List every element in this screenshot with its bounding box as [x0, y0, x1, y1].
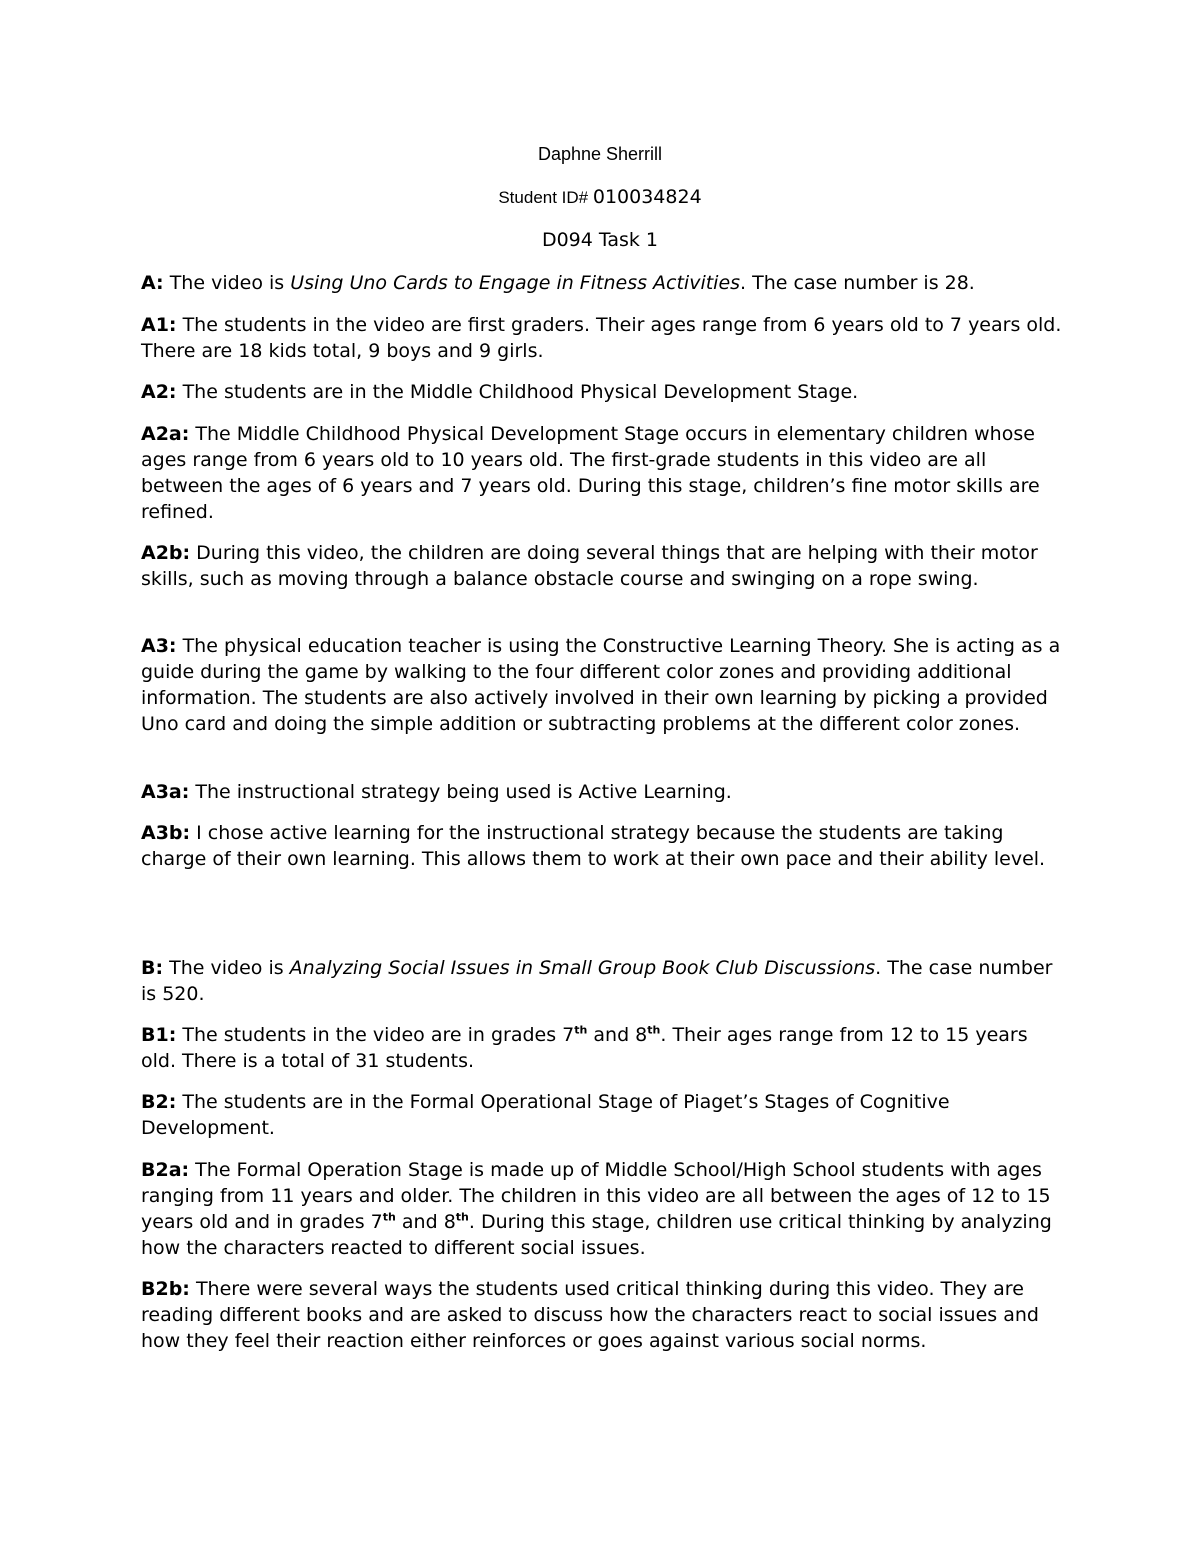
author-name: Daphne Sherrill	[537, 144, 663, 164]
video-title: Using Uno Cards to Engage in Fitness Activities	[290, 272, 741, 294]
student-id-value: 010034824	[592, 186, 702, 208]
paragraph-text: The students are in the Formal Operational Stage of Piaget’s Stages of Cognitive Development.	[141, 1091, 950, 1139]
superscript: th	[455, 1210, 469, 1224]
section-label: B1:	[141, 1024, 177, 1046]
paragraph-text: The students in the video are in grades 7	[176, 1024, 575, 1046]
section-label: A:	[141, 272, 164, 294]
superscript: th	[574, 1023, 588, 1037]
video-title: Analyzing Social Issues in Small Group Book Club Discussions	[289, 957, 876, 979]
paragraph-a2	[141, 379, 1066, 405]
paragraph-text: The Formal Operation Stage is made up of Middle School/High School students with ages ranging from 11 years and older. The children in this video are all between the ages of 12 to 15 years old and in grades 7	[141, 1159, 1051, 1233]
paragraph-b2a	[141, 1157, 1066, 1261]
paragraph-text: and 8	[395, 1211, 456, 1233]
paragraph-text: During this video, the children are doing several things that are helping with their motor skills, such as moving through a balance obstacle course and swinging on a rope swing.	[141, 542, 1038, 590]
section-label: A1:	[141, 314, 177, 336]
paragraph-b1	[141, 1022, 1066, 1074]
paragraph-a3	[141, 633, 1066, 737]
paragraph-text: . Their ages range from 12 to 15 years old. There is a total of 31 students.	[141, 1024, 1028, 1072]
section-label: B2b:	[141, 1278, 190, 1300]
section-label: B2:	[141, 1091, 177, 1113]
section-label: B2a:	[141, 1159, 190, 1181]
section-label: A3a:	[141, 781, 190, 803]
paragraph-text: The physical education teacher is using the Constructive Learning Theory. She is acting as a guide during the game by walking to the four different color zones and providing additional information. The students are also actively involved in their own learning by picking a provided Uno card and doing the simple addition or subtracting problems at the different color zones.	[141, 635, 1061, 735]
paragraph-b2b	[141, 1276, 1066, 1354]
paragraph-a2a	[141, 421, 1066, 525]
paragraph-a1	[141, 312, 1066, 364]
section-label: A2b:	[141, 542, 191, 564]
paragraph-text: I chose active learning for the instructional strategy because the students are taking charge of their own learning. This allows them to work at their own pace and their ability level.	[141, 822, 1046, 870]
paragraph-text: The Middle Childhood Physical Development Stage occurs in elementary children whose ages range from 6 years old to 10 years old. The first-grade students in this video are all between the ages of 6 years and 7 years old. During this stage, children’s fine motor skills are refined.	[141, 423, 1040, 523]
superscript: th	[382, 1210, 396, 1224]
paragraph-b2	[141, 1089, 1066, 1141]
superscript: th	[647, 1023, 661, 1037]
paragraph-text: . The case number is 520.	[141, 957, 1053, 1005]
paragraph-text: The instructional strategy being used is Active Learning.	[189, 781, 732, 803]
paragraph-text: and 8	[587, 1024, 648, 1046]
paragraph-a3b	[141, 820, 1066, 872]
paragraph-a2b	[141, 540, 1066, 592]
section-label: A3b:	[141, 822, 191, 844]
paragraph-text: . During this stage, children use critical thinking by analyzing how the characters reacted to different social issues.	[141, 1211, 1052, 1259]
paragraph-a3a	[141, 779, 1066, 805]
paragraph-text: There were several ways the students used critical thinking during this video. They are reading different books and are asked to discuss how the characters react to social issues and how they feel their reaction either reinforces or goes against various social norms.	[141, 1278, 1039, 1352]
section-label: A2a:	[141, 423, 190, 445]
paragraph-text: The students are in the Middle Childhood Physical Development Stage.	[176, 381, 859, 403]
section-label: A2:	[141, 381, 177, 403]
paragraph-text: The students in the video are first graders. Their ages range from 6 years old to 7 years old. There are 18 kids total, 9 boys and 9 girls.	[141, 314, 1062, 362]
paragraph-text: The video is	[163, 957, 290, 979]
paragraph-text: . The case number is 28.	[740, 272, 975, 294]
task-title: D094 Task 1	[541, 229, 659, 251]
paragraph-text: The video is	[163, 272, 291, 294]
student-id-label: Student ID#	[498, 188, 589, 207]
section-label: A3:	[141, 635, 177, 657]
paragraph-b	[141, 955, 1066, 1007]
paragraph-a	[141, 270, 1066, 296]
section-label: B:	[141, 957, 164, 979]
student-id-line	[0, 186, 1200, 208]
